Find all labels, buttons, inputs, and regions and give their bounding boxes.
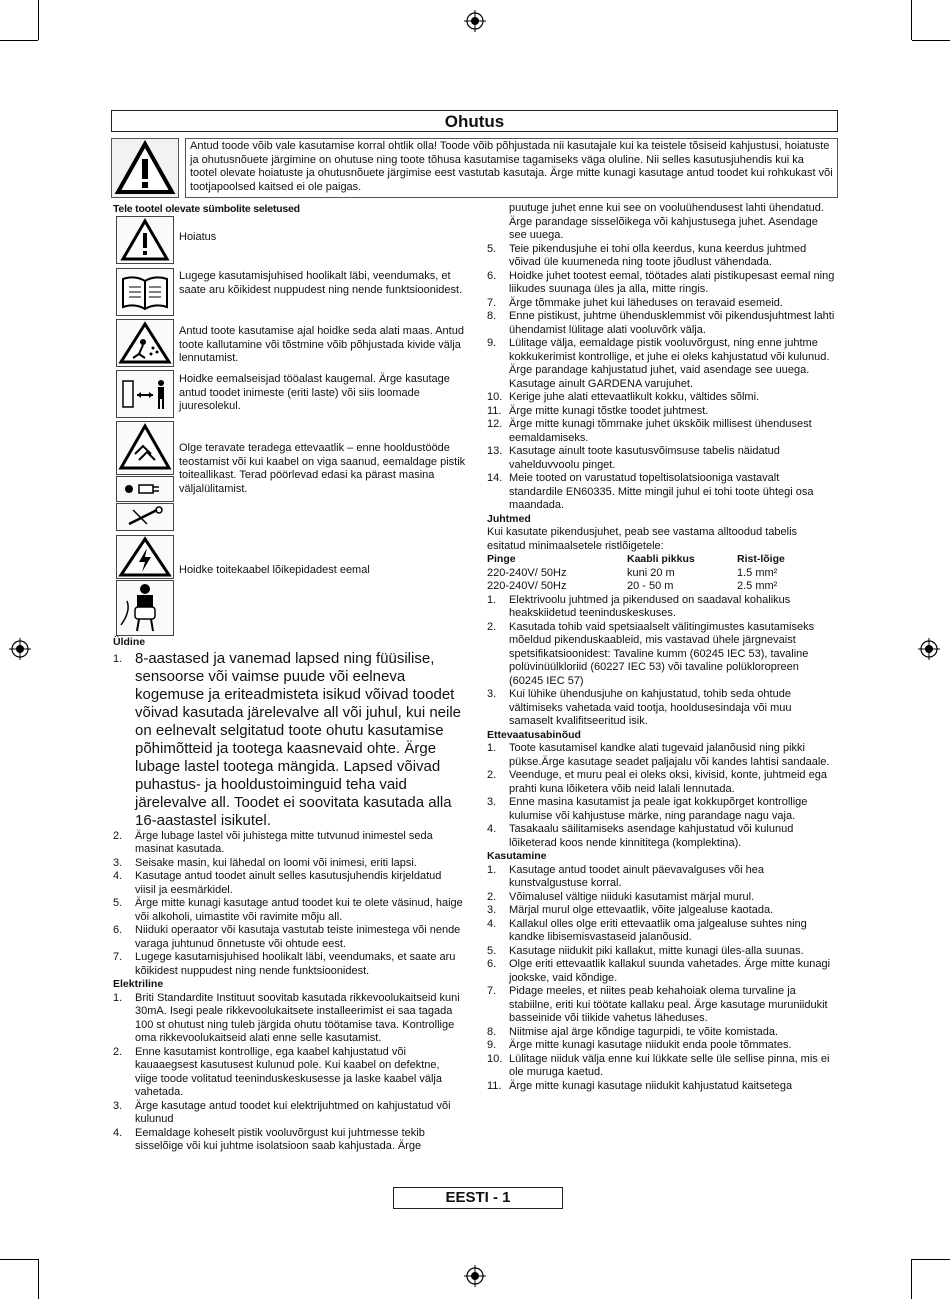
crop-mark — [38, 0, 39, 40]
registration-mark-icon — [464, 10, 486, 32]
table-header: Rist-lõige — [737, 553, 785, 565]
usage-heading: Kasutamine — [487, 850, 547, 862]
list-item: 6. Olge eriti ettevaatlik kallakul suunda vahetades. Ärge mitte kunagi jookske, vaid kõndige. — [487, 958, 831, 984]
crop-mark — [911, 1259, 912, 1299]
cables-intro: Kui kasutate pikendusjuhet, peab see vastama alltoodud tabelis esitatud minimaalsetele ristlõigetele: — [487, 526, 798, 552]
intro-warning — [111, 138, 838, 198]
symbol-text: Olge teravate teradega ettevaatlik – enne hooldustööde teostamist või kui kaabel on viga saanud, eemaldage pistik toiteallikast. Terad pöörlevad edasi ka pärast masina väljalülitamist. — [179, 442, 466, 495]
list-item: 2. Enne kasutamist kontrollige, ega kaabel kahjustatud või kauaaegsest kasutusest kulunud pole. Kui kaabel on defektne, viige toode volitatud teeninduskeskusesse ja laske kaabel välja vahetada. — [113, 1045, 442, 1098]
unplug-icon — [116, 476, 174, 502]
list-item: 4. Tasakaalu säilitamiseks asendage kahjustatud või kulunud lõiketerad koos nende kinnititega (komplektina). — [487, 823, 794, 849]
sharp-blades-icon — [116, 421, 174, 475]
list-item: 7. Pidage meeles, et niites peab kehahoiak olema turvaline ja stabiilne, eriti kui töötate kallaku peal. Ärge kasutage muruniidukit basseinide või tiikide vahetus läheduses. — [487, 985, 828, 1024]
list-item: 10. Lülitage niiduk välja enne kui lükkate selle üle sellise pinna, mis ei ole muruga kaetud. — [487, 1052, 830, 1078]
registration-mark-icon — [464, 1265, 486, 1287]
list-item: 4. Kallakul olles olge eriti ettevaatlik oma jalgealuse suhtes ning kandke libisemisvastaseid jalanõusid. — [487, 917, 807, 943]
list-item: 12. Ärge mitte kunagi tõmmake juhet ükskõik millisest ühendusest eemaldamiseks. — [487, 418, 812, 444]
list-item: 9. Ärge mitte kunagi kasutage niidukit enda poole tõmmates. — [487, 1039, 792, 1051]
symbol-text: Hoidke eemalseisjad tööalast kaugemal. Ärge kasutage antud toodet inimeste (eriti laste) või siis loomade juuresolekul. — [179, 373, 450, 412]
caution-list — [487, 742, 835, 850]
list-item: 3. Enne masina kasutamist ja peale igat kokkupõrget kontrollige kulumise või kahjustuse märke, ning parandage nagu vaja. — [487, 796, 808, 822]
electric-list — [113, 992, 463, 1154]
list-item: 8. Enne pistikust, juhtme ühendusklemmist või pikendusjuhtmest lahti ühendamist lülitage alati vooluvõrk välja. — [487, 310, 835, 336]
flying-objects-icon — [116, 319, 174, 367]
list-item: 3. Ärge kasutage antud toodet kui elektrijuhtmed on kahjustatud või kulunud — [113, 1099, 451, 1125]
keep-distance-icon — [116, 370, 174, 418]
intro-text: Antud toode võib vale kasutamise korral ohtlik olla! Toode võib põhjustada nii kasutajale kui ka teistele tõsiseid kahjustusi, hoiatuste ja ohutusnõuete järgimine on ohutuse ning toote tõhusa kasutamise tagamiseks väga oluline. Nii selles kasutusjuhendis kui ka tootel olevate hoiatuste ja ohutusnõuete järgimise eest vastutab kasutaja. Ärge mitte kunagi kasutage antud toodet kui rohkukast või tootjapoolsed kaitsed ei ole paigas. — [185, 138, 838, 198]
symbol-text: Hoiatus — [179, 231, 217, 243]
list-item: 5. Ärge mitte kunagi kasutage antud toodet kui te olete väsinud, haige või alkoholi, uimastite või ravimite mõju all. — [113, 897, 463, 923]
list-item: 2. Kasutada tohib vaid spetsiaalselt välitingimustes kasutamiseks mõeldud pikenduskaableid, mis vastavad ühele järgnevaist spetsifikatsioonidest: Tavaline kumm (60245 IEC 53), tavaline polüvinüülkloriid (60227 IEC 53) või tavaline polükloropreen (60245 IEC 57) — [487, 620, 815, 687]
maintenance-icon — [116, 503, 174, 531]
cables-list — [487, 594, 835, 729]
list-item: 3. Kui lühike ühendusjuhe on kahjustatud, tohib seda ohtude vältimiseks vahetada vaid tootja, hooldusesindaja või muu samaselt kvalifitseeritud isik. — [487, 688, 792, 727]
list-item: 10. Kerige juhe alati ettevaatlikult kokku, vältides sõlmi. — [487, 391, 760, 403]
registration-mark-icon — [9, 638, 31, 660]
crop-mark — [912, 1259, 950, 1260]
usage-list — [487, 864, 835, 1094]
right-column — [487, 202, 835, 1093]
read-manual-icon — [116, 268, 174, 316]
list-item: 2. Veenduge, et muru peal ei oleks oksi, kivisid, konte, juhtmeid ega prahti kuna lõiketera võib neid lalali lennutada. — [487, 769, 827, 795]
page-title: Ohutus — [111, 110, 838, 132]
list-item: 6. Hoidke juhet tootest eemal, töötades alati pistikupesast eemal ning liikudes suunaga üles ja alla, mitte ringis. — [487, 269, 835, 295]
table-header: Kaabli pikkus — [627, 553, 695, 565]
table-header: Pinge — [487, 553, 516, 565]
general-heading: Üldine — [113, 636, 146, 648]
list-item: 1. Toote kasutamisel kandke alati tugevaid jalanõusid ning pikki pükse.Ärge kasutage seadet paljajalu või kandes lahtisi sandaale. — [487, 742, 830, 768]
list-item: 4. Eemaldage koheselt pistik vooluvõrgust kui juhtmesse tekib sisselõige või kui juhtme isolatsioon saab kahjustada. Ärge — [113, 1126, 425, 1152]
left-column — [113, 636, 463, 1154]
crop-mark — [38, 1259, 39, 1299]
cable-safety-list — [487, 243, 835, 513]
list-item: 1. Briti Standardite Instituut soovitab kasutada rikkevoolukaitseid kuni 30mA. Isegi peale rikkevoolukaitsete installeerimist ei saa tagada 100 st ohutust ning tuleb järgida ohutu töötamise tava. Kontrollige oma rikkevoolukaitseid alati enne selle kasutamist. — [113, 991, 460, 1044]
list-item: 1. 8-aastased ja vanemad lapsed ning füüsilise, sensoorse või vaimse puude või eelneva kogemuse ja eriteadmisteta isikud võivad toodet võivad kasutada järelevalve all või juhul, kui neile on eelnevalt selgitatud toote ohutu kasutamise põhimõtteid ja tootega kaasnevaid ohte. Ärge lubage lastel tootega mängida. Lapsed võivad puhastus- ja hooldustoiminguid teha vaid järelevalve all. Toodet ei soovitata kasutada alla 16-aastastel isikutel. — [113, 649, 462, 829]
symbols-heading: Tele tootel olevate sümbolite seletused — [113, 203, 300, 215]
electric-shock-icon — [116, 535, 174, 579]
list-item: 5. Teie pikendusjuhe ei tohi olla keerdus, kuna keerdus juhtmed võivad üle kuumeneda ning toote jõudlust vähendada. — [487, 242, 807, 268]
symbol-text: Lugege kasutamisjuhised hoolikalt läbi, veendumaks, et saate aru kõikidest nuppudest ning nende funktsioonidest. — [179, 270, 463, 296]
registration-mark-icon — [918, 638, 940, 660]
table-row: 220-240V/ 50Hz kuni 20 m 1.5 mm² — [487, 566, 778, 579]
symbol-text: Antud toote kasutamise ajal hoidke seda alati maas. Antud toote kallutamine või tõstmine võib põhjustada kivide välja lennutamist. — [179, 325, 464, 364]
list-item: 11. Ärge mitte kunagi tõstke toodet juhtmest. — [487, 404, 709, 417]
list-item: 7. Ärge tõmmake juhet kui läheduses on teravaid esemeid. — [487, 296, 783, 309]
crop-mark — [911, 0, 912, 40]
crop-mark — [912, 40, 950, 41]
list-item: 1. Elektrivoolu juhtmed ja pikendused on saadaval kohalikus heakskiidetud teeninduskeskuses. — [487, 593, 791, 619]
list-item: 3. Märjal murul olge ettevaatlik, võite jalgealuse kaotada. — [487, 904, 774, 916]
continued-text: puutuge juhet enne kui see on vooluühendusest lahti ühendatud. Ärge parandage sisselõikega või kahjustusega juhet. Asendage see uuega. — [509, 202, 824, 241]
general-list — [113, 650, 463, 830]
list-item: 8. Niitmise ajal ärge kõndige tagurpidi, te võite komistada. — [487, 1025, 779, 1038]
cable-table — [487, 553, 807, 594]
list-item: 13. Kasutage ainult toote kasutusvõimsuse tabelis näidatud vahelduvvoolu pinget. — [487, 445, 780, 471]
symbol-text: Hoidke toitekaabel lõikepidadest eemal — [179, 564, 370, 576]
caution-heading: Ettevaatusabinõud — [487, 728, 581, 741]
list-item: 1. Kasutage antud toodet ainult päevavalguses või hea kunstvalgustuse korral. — [487, 863, 765, 889]
list-item: 5. Kasutage niidukit piki kallakut, mitte kunagi üles-alla suunas. — [487, 944, 804, 957]
list-item: 3. Seisake masin, kui lähedal on loomi või inimesi, eriti lapsi. — [113, 856, 417, 869]
page-footer: EESTI - 1 — [393, 1187, 563, 1209]
crop-mark — [0, 40, 38, 41]
cables-heading: Juhtmed — [487, 512, 531, 525]
table-row: 220-240V/ 50Hz 20 - 50 m 2.5 mm² — [487, 580, 778, 592]
list-item: 11. Ärge mitte kunagi kasutage niidukit kahjustatud kaitsetega — [487, 1079, 793, 1092]
crop-mark — [0, 1259, 38, 1260]
general-list — [113, 830, 463, 979]
list-item: 7. Lugege kasutamisjuhised hoolikalt läbi, veendumaks, et saate aru kõikidest nuppudest ning nende funktsioonidest. — [113, 951, 456, 977]
warning-triangle-icon — [116, 216, 174, 264]
cable-cutting-icon — [116, 580, 174, 636]
list-item: 2. Ärge lubage lastel või juhistega mitte tutvunud inimestel seda masinat kasutada. — [113, 829, 433, 855]
list-item: 6. Niiduki operaator või kasutaja vastutab teiste inimestega või nende varaga juhtunud õnnetuste või ohtude eest. — [113, 924, 461, 950]
warning-triangle-icon — [111, 138, 179, 198]
list-item: 2. Võimalusel vältige niiduki kasutamist märjal murul. — [487, 890, 755, 903]
list-item: 4. Kasutage antud toodet ainult selles kasutusjuhendis kirjeldatud viisil ja eesmärkidel. — [113, 870, 442, 896]
list-item: 9. Lülitage välja, eemaldage pistik vooluvõrgust, ning enne juhtme kokkukerimist kontrollige, et juhe ei oleks kahjustatud või kulunud. Ärge parandage kahjustatud juhet, vaid asendage see uuega. Kasutage ainult GARDENA varujuhet. — [487, 337, 830, 390]
list-item: 14. Meie tooted on varustatud topeltisolatsiooniga vastavalt standardile EN60335. Mitte mingil juhul ei tohi toote ühtegi osa maandada. — [487, 472, 814, 511]
electric-heading: Elektriline — [113, 978, 164, 990]
